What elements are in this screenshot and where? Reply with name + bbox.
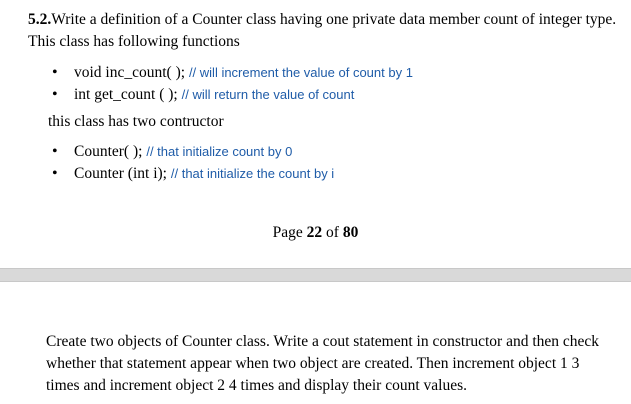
constructors-intro: this class has two contructor (48, 113, 224, 130)
function-code: void inc_count( ); (74, 64, 186, 81)
constructor-list (48, 141, 334, 185)
constructor-comment: // that initialize count by 0 (146, 144, 293, 159)
function-code: int get_count ( ); (74, 86, 178, 103)
exercise-paragraph: Create two objects of Counter class. Write a cout statement in constructor and then check whether that statement appear when two object are created. Then increment object 1 3 times and increment object 2 4 times and display their count values. (46, 333, 600, 394)
page-total: 80 (342, 224, 359, 241)
page-number (0, 222, 631, 244)
function-comment: // will increment the value of count by 1 (188, 65, 413, 80)
list-item (48, 84, 413, 106)
list-item (48, 163, 334, 185)
list-item (48, 141, 334, 163)
page-break (0, 268, 631, 282)
function-comment: // will return the value of count (181, 87, 355, 102)
constructor-code: Counter( ); (74, 143, 143, 160)
question-number: 5.2. (28, 11, 52, 28)
constructor-comment: // that initialize the count by i (170, 166, 335, 181)
question-text: Write a definition of a Counter class having one private data member count of integer type. This class has following functions (28, 11, 617, 50)
page-prefix: Page (272, 224, 303, 241)
page-of: of (326, 224, 339, 241)
question-heading (28, 9, 618, 53)
page-current: 22 (306, 224, 323, 241)
constructor-code: Counter (int i); (74, 165, 167, 182)
list-item (48, 62, 413, 84)
function-list (48, 62, 413, 106)
